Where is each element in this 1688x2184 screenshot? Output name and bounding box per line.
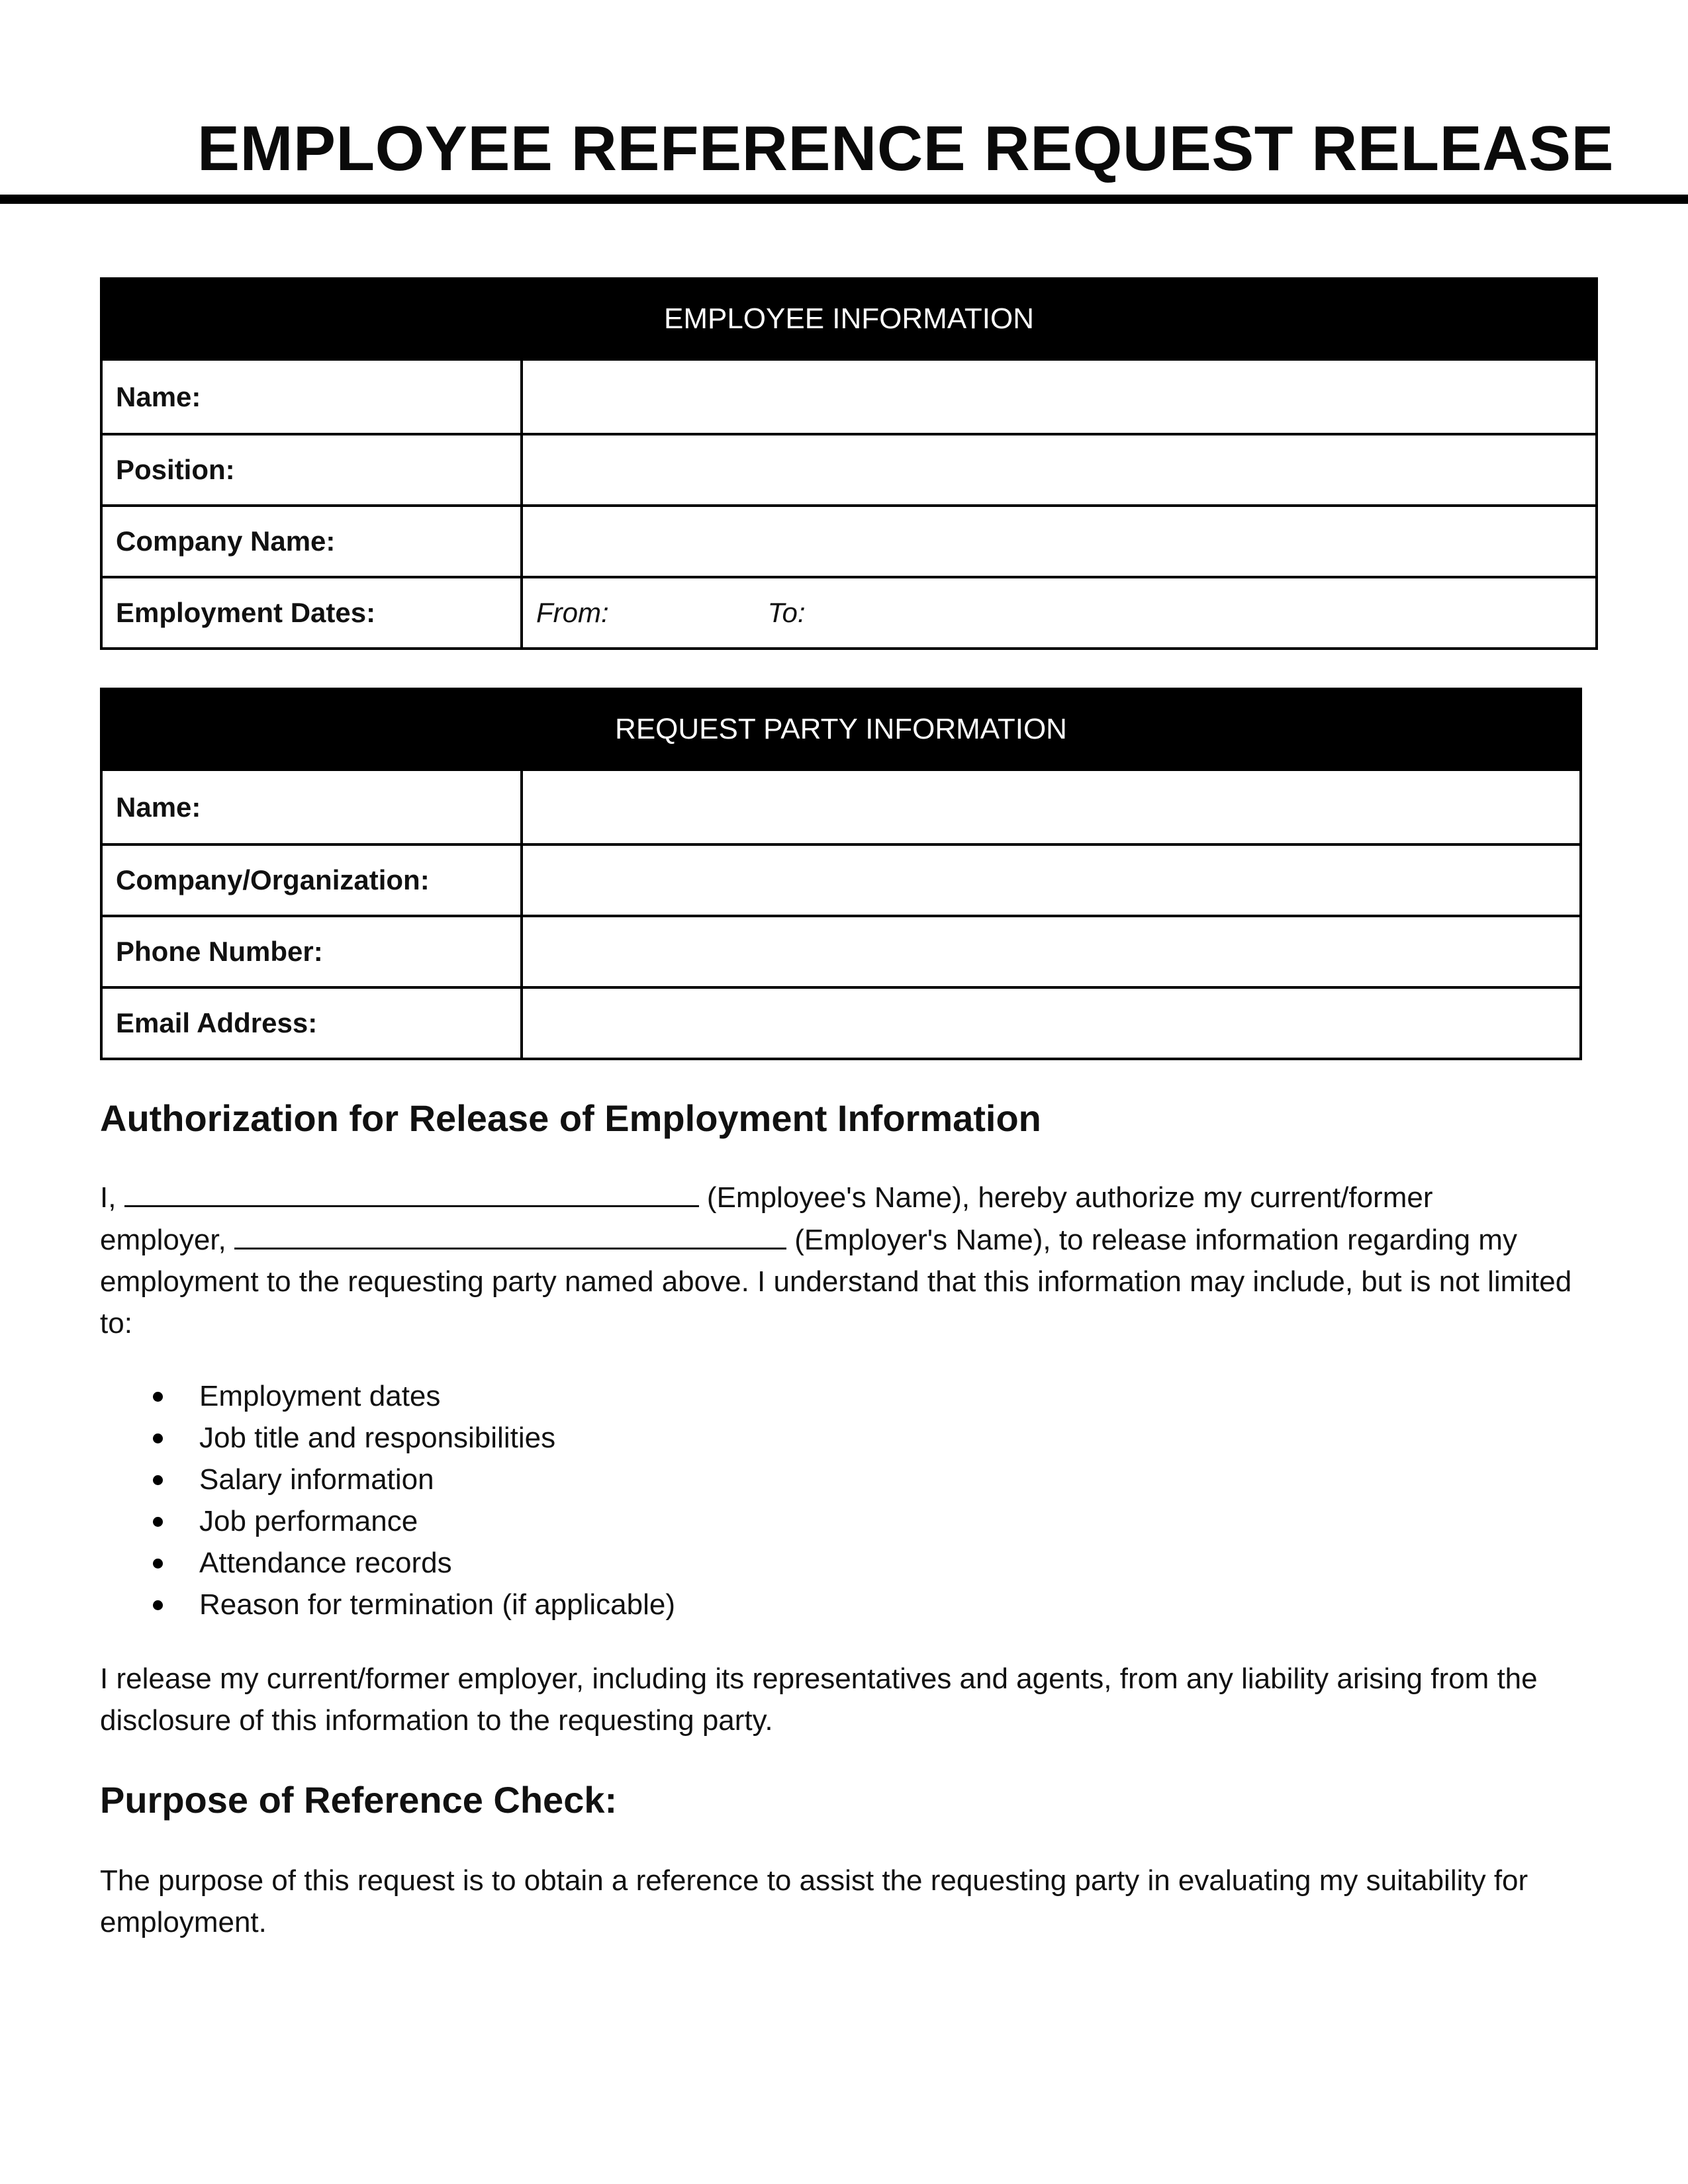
request-party-phone-label: Phone Number: xyxy=(101,916,522,987)
authorization-rest: employment to the requesting party named above. I understand that this information may include, but is not limited to: xyxy=(100,1265,1572,1340)
liability-release-paragraph: I release my current/former employer, including its representatives and agents, from any liability arising from the disclosure of this information to the requesting party. xyxy=(100,1662,1538,1737)
request-party-information-table xyxy=(100,688,1582,1060)
employee-name-blank[interactable] xyxy=(124,1176,699,1207)
request-party-phone-field[interactable] xyxy=(522,916,1581,987)
request-party-name-label: Name: xyxy=(101,770,522,844)
list-item: Attendance records xyxy=(100,1542,675,1584)
authorization-heading: Authorization for Release of Employment Information xyxy=(100,1097,1041,1139)
request-party-email-label: Email Address: xyxy=(101,987,522,1059)
purpose-paragraph: The purpose of this request is to obtain a reference to assist the requesting party in evaluating my suitability for employment. xyxy=(100,1864,1528,1938)
employee-information-table xyxy=(100,277,1598,650)
employee-company-name-field[interactable] xyxy=(522,506,1597,577)
request-party-information-header: REQUEST PARTY INFORMATION xyxy=(101,689,1581,770)
employee-position-field[interactable] xyxy=(522,434,1597,506)
authorization-line1-prefix: I, xyxy=(100,1181,117,1214)
employee-name-field[interactable] xyxy=(522,359,1597,434)
list-item: Job performance xyxy=(100,1500,675,1542)
authorization-paragraph xyxy=(100,1176,1596,1344)
authorization-line1-suffix: (Employee's Name), hereby authorize my current/former xyxy=(706,1181,1433,1214)
employee-position-label: Position: xyxy=(101,434,522,506)
bullet-icon xyxy=(153,1600,163,1610)
employment-dates-field[interactable] xyxy=(522,577,1597,649)
employee-company-name-label: Company Name: xyxy=(101,506,522,577)
authorized-information-list xyxy=(100,1375,675,1625)
employment-to-label: To: xyxy=(767,597,806,628)
authorization-line2-suffix: (Employer's Name), to release information regarding my xyxy=(794,1224,1517,1256)
list-item: Reason for termination (if applicable) xyxy=(100,1584,675,1625)
bullet-icon xyxy=(153,1475,163,1485)
bullet-icon xyxy=(153,1433,163,1443)
list-item: Salary information xyxy=(100,1459,675,1500)
employment-from-label: From: xyxy=(536,597,609,628)
request-party-company-field[interactable] xyxy=(522,844,1581,916)
employer-name-blank[interactable] xyxy=(234,1218,786,1250)
document-title: EMPLOYEE REFERENCE REQUEST RELEASE xyxy=(197,113,1615,184)
list-item: Job title and responsibilities xyxy=(100,1417,675,1459)
employment-dates-label: Employment Dates: xyxy=(101,577,522,649)
employee-information-header: EMPLOYEE INFORMATION xyxy=(101,279,1597,359)
bullet-icon xyxy=(153,1392,163,1402)
authorization-line2-prefix: employer, xyxy=(100,1224,226,1256)
title-divider xyxy=(0,195,1688,204)
bullet-icon xyxy=(153,1517,163,1527)
purpose-heading: Purpose of Reference Check: xyxy=(100,1779,618,1821)
request-party-email-field[interactable] xyxy=(522,987,1581,1059)
employee-name-label: Name: xyxy=(101,359,522,434)
list-item: Employment dates xyxy=(100,1375,675,1417)
request-party-company-label: Company/Organization: xyxy=(101,844,522,916)
request-party-name-field[interactable] xyxy=(522,770,1581,844)
bullet-icon xyxy=(153,1559,163,1569)
